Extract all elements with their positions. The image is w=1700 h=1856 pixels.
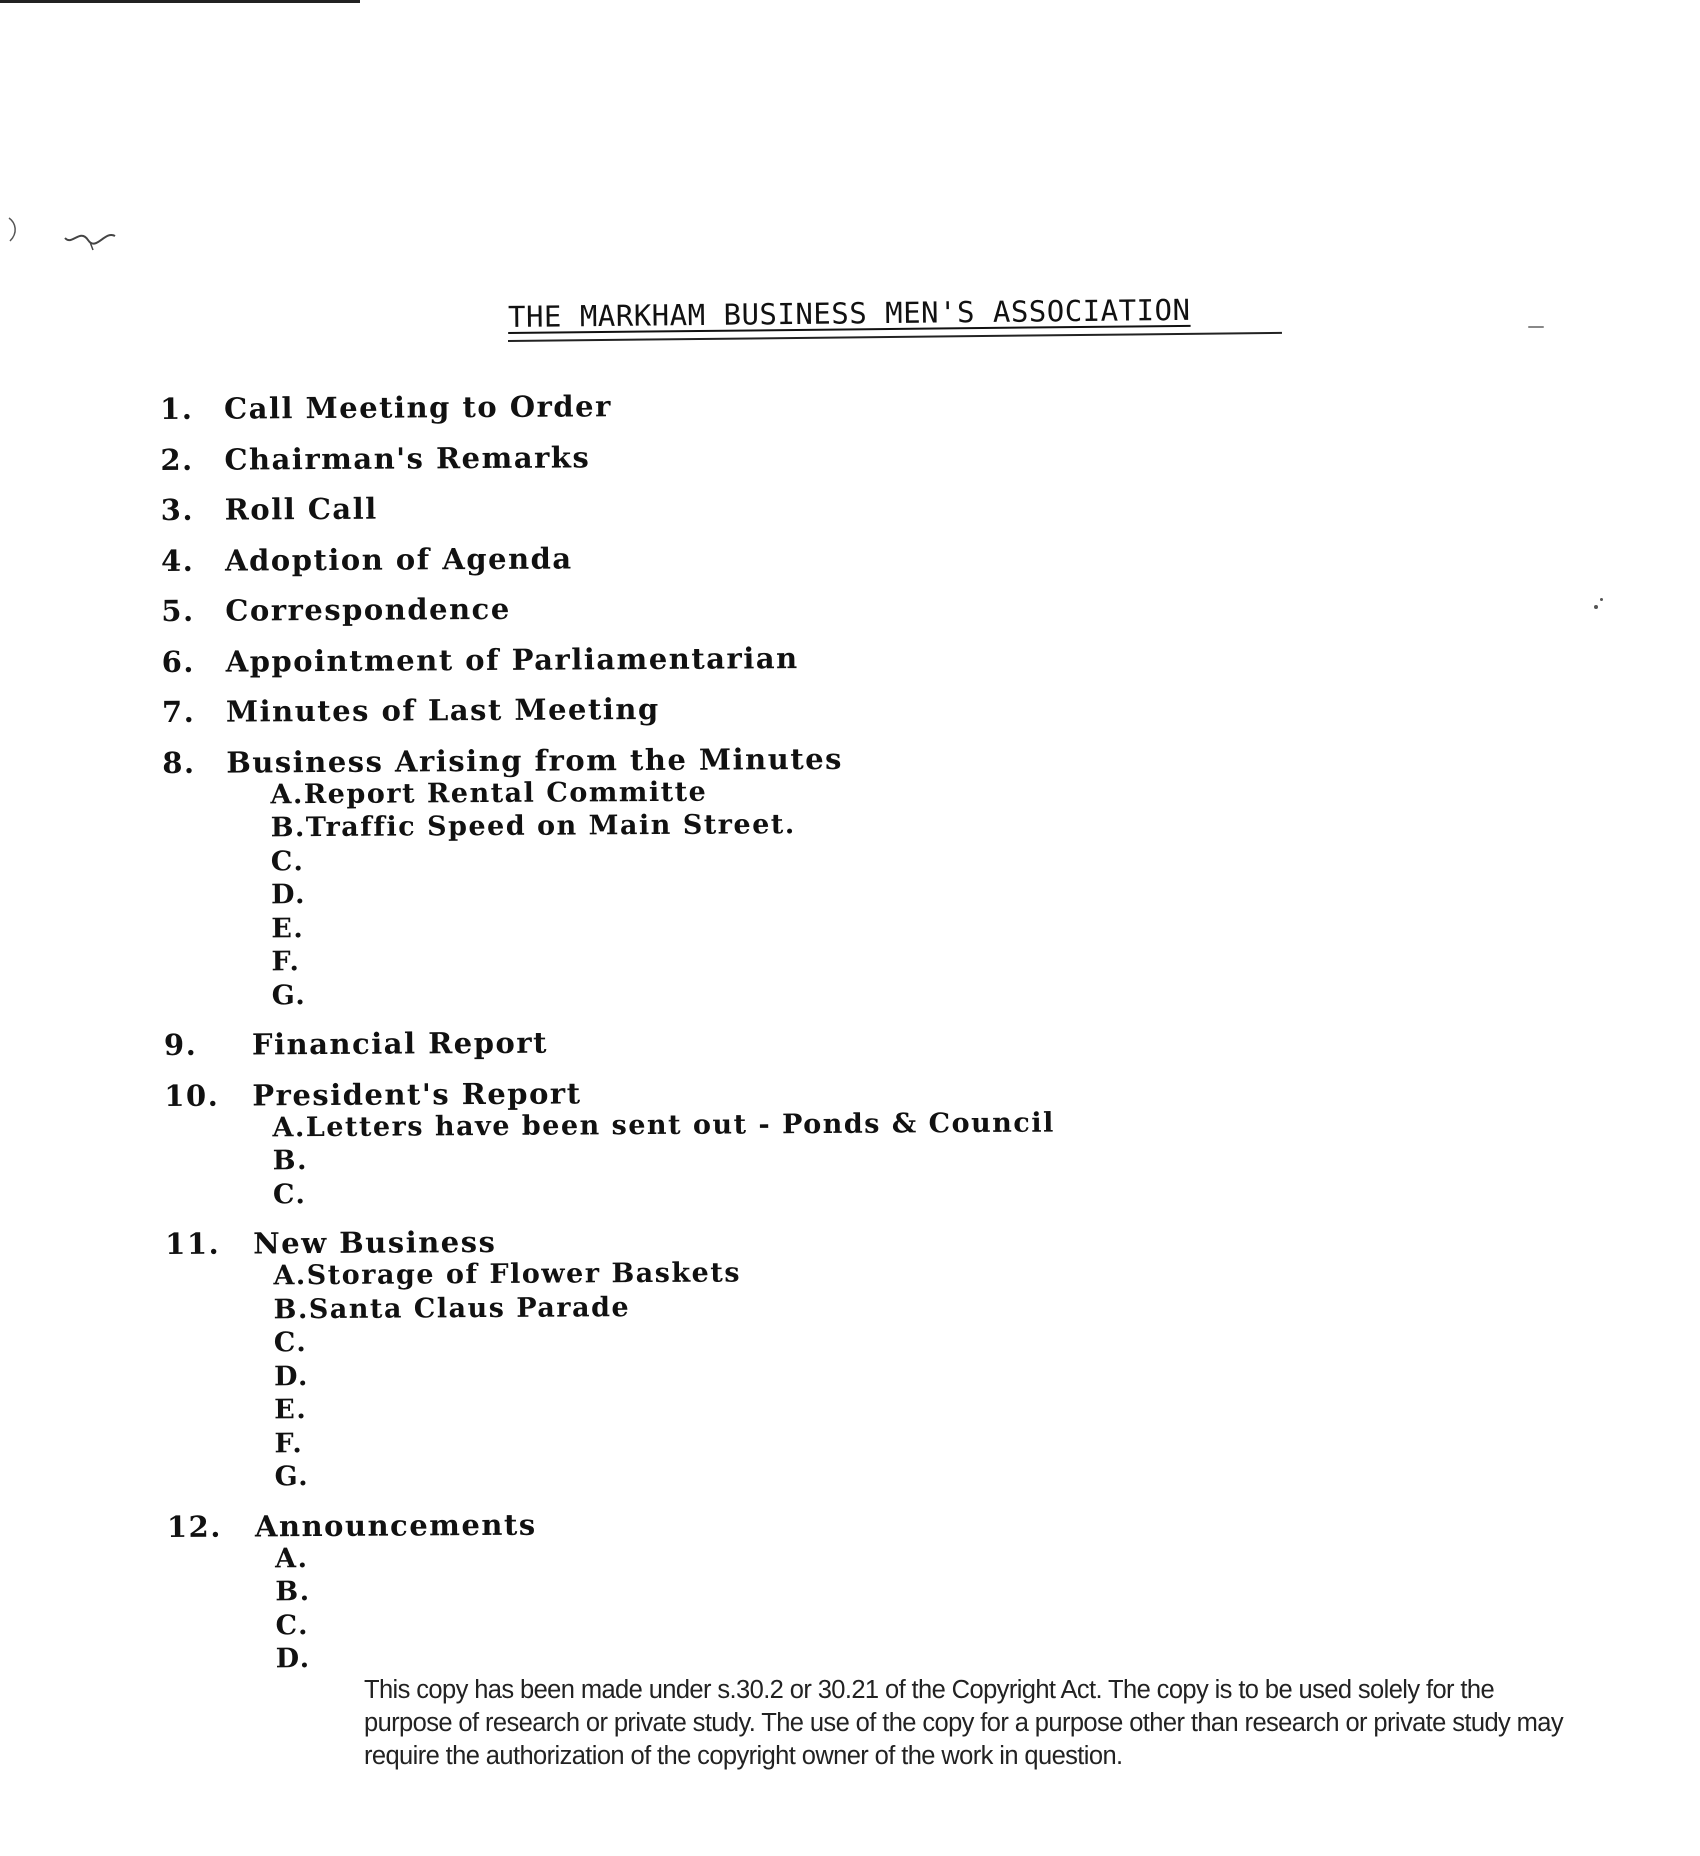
agenda-subitem: A.Storage of Flower Baskets [273,1257,742,1292]
ink-speck [1594,605,1598,609]
agenda-item-text: Minutes of Last Meeting [225,691,660,729]
page-title: THE MARKHAM BUSINESS MEN'S ASSOCIATION [507,292,1191,334]
agenda-subitem: B.Traffic Speed on Main Street. [270,809,796,844]
agenda-item [160,435,1360,493]
agenda-subitem: B. [275,1576,311,1608]
agenda-item [162,688,1362,746]
agenda-item-number: 3. [160,492,195,527]
agenda-item-number: 7. [161,694,196,729]
agenda-list [160,385,1368,1692]
agenda-item-text: Business Arising from the Minutes [226,741,844,780]
agenda-item [164,1021,1364,1079]
agenda-subitem: E. [274,1394,308,1426]
title-double-underline [508,332,1282,342]
agenda-item-text: Announcements [254,1507,537,1543]
copyright-notice: This copy has been made under s.30.2 or 30.21 of the Copyright Act. The copy is to be used solely for the purpose of research or private study. The use of the copy for a purpose other than research or private study may require the authorization of the copyright owner of the work in question. [364,1676,1564,1770]
agenda-item-number: 11. [165,1226,221,1261]
agenda-item-text: Chairman's Remarks [224,439,591,477]
agenda-item-text: Roll Call [224,491,378,527]
agenda-item-number: 8. [162,745,196,780]
agenda-subitem: E. [271,912,305,944]
agenda-subitem: F. [271,946,301,978]
agenda-subitem: D. [270,879,307,911]
agenda-subitem: A.Report Rental Committe [270,776,708,810]
agenda-subitem: D. [275,1643,311,1675]
agenda-subitem: C. [272,1178,307,1210]
agenda-subitem: G. [274,1461,310,1493]
agenda-item [160,385,1360,443]
agenda-subitem: B.Santa Claus Parade [273,1291,631,1325]
agenda-item-number: 6. [161,644,196,679]
agenda-subitems [167,1536,1368,1677]
agenda-subitem: G. [271,979,307,1011]
ink-speck [1528,326,1544,328]
agenda-item-text: New Business [253,1224,497,1261]
agenda-item-number: 1. [160,391,194,426]
agenda-item-text: President's Report [252,1075,582,1112]
agenda-subitems [164,1105,1365,1213]
ink-speck [1600,598,1603,601]
agenda-item [161,486,1361,544]
agenda-item-number: 10. [164,1078,220,1113]
agenda-subitem: A. [275,1542,309,1574]
top-edge-rule [0,0,360,3]
agenda-item [162,637,1362,695]
agenda-item-text: Financial Report [251,1025,549,1062]
agenda-subitem: B. [272,1145,309,1177]
agenda-item-text: Call Meeting to Order [223,389,612,426]
agenda-item-number: 2. [160,442,194,477]
pen-mark [60,218,130,258]
agenda-item-number: 12. [166,1509,222,1544]
agenda-item-text: Appointment of Parliamentarian [225,640,799,679]
agenda-subitem: C. [275,1609,310,1641]
agenda-item [161,536,1361,594]
agenda-item-number: 4. [160,543,195,578]
agenda-item [161,587,1361,645]
agenda-subitem: D. [273,1360,309,1392]
agenda-subitems [165,1254,1366,1496]
agenda-subitems [162,772,1363,1014]
edge-mark [6,215,26,245]
agenda-subitem: A.Letters have been sent out - Ponds & Council [272,1107,1055,1143]
agenda-item-text: Adoption of Agenda [224,540,573,578]
agenda-subitem: F. [274,1427,304,1459]
agenda-subitem: C. [270,845,305,877]
agenda-item-text: Correspondence [225,591,511,628]
agenda-item-number: 9. [163,1027,198,1062]
agenda-item-number: 5. [161,593,195,628]
agenda-subitem: C. [273,1327,308,1359]
